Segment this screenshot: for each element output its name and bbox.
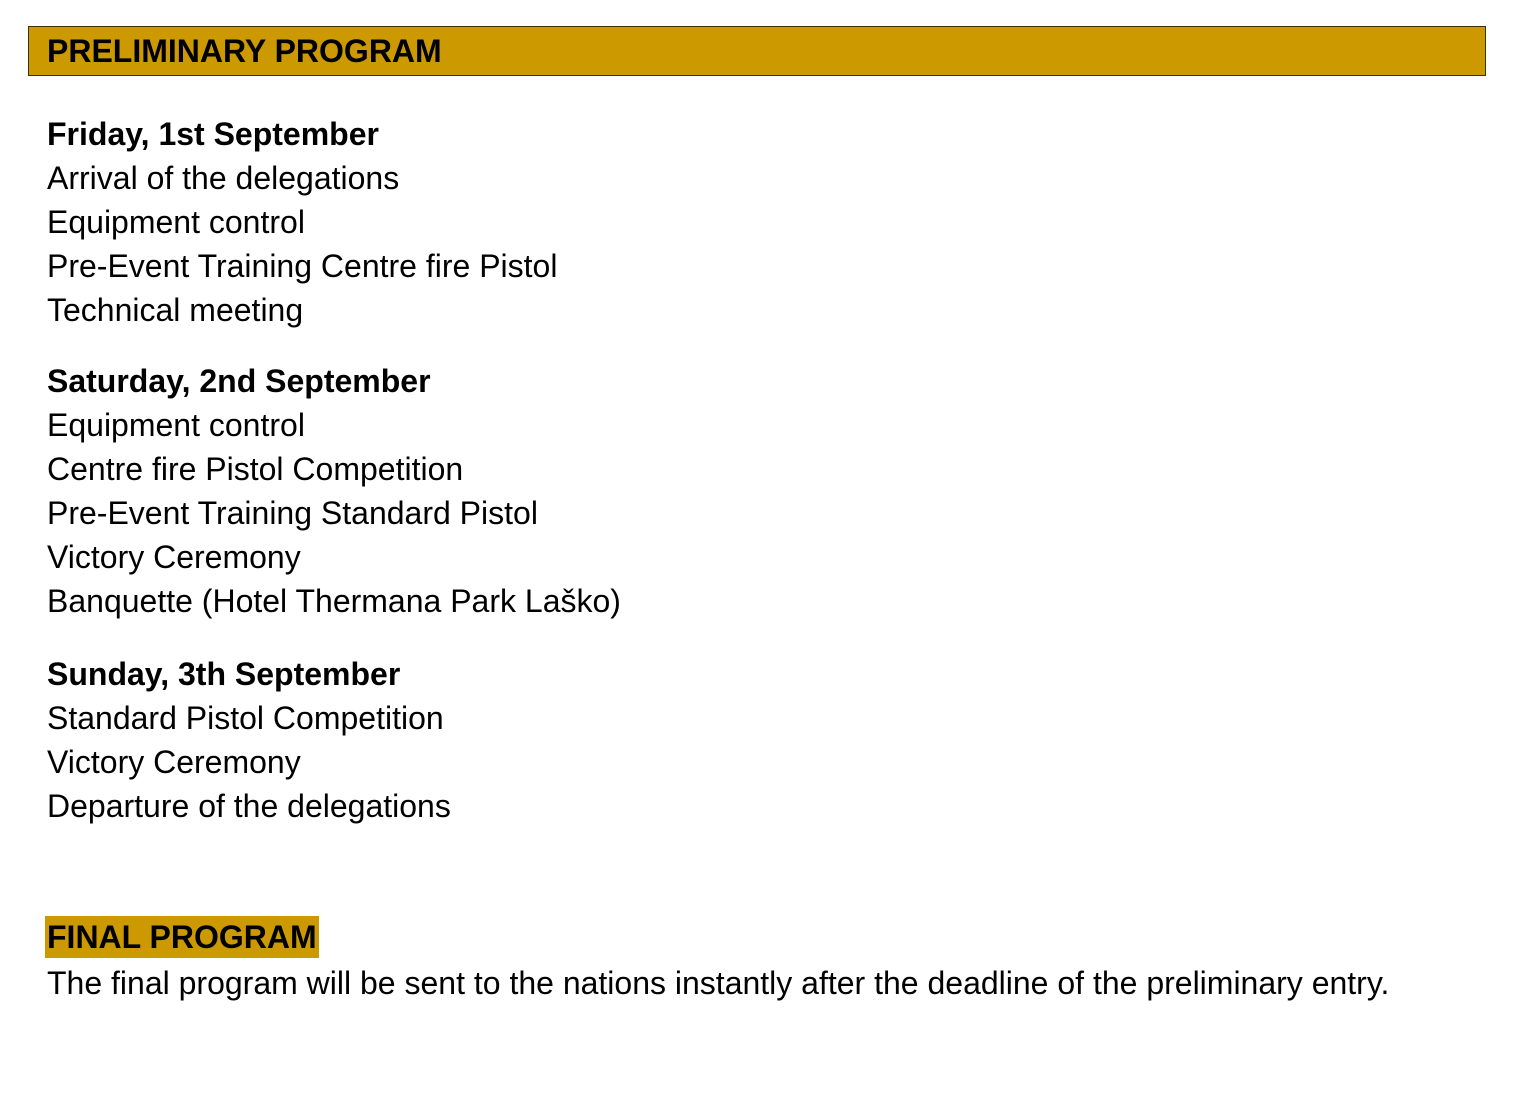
final-program-title: FINAL PROGRAM xyxy=(45,916,319,958)
day-heading: Friday, 1st September xyxy=(47,116,379,152)
final-program-text: The final program will be sent to the nations instantly after the deadline of the preliminary entry. xyxy=(47,965,1390,1001)
day-heading: Sunday, 3th September xyxy=(47,656,401,692)
schedule-item: Centre fire Pistol Competition xyxy=(47,451,464,487)
schedule-item: Arrival of the delegations xyxy=(47,160,400,196)
schedule-item: Banquette (Hotel Thermana Park Laško) xyxy=(47,583,621,619)
schedule-item: Standard Pistol Competition xyxy=(47,700,444,736)
day-heading: Saturday, 2nd September xyxy=(47,363,431,399)
schedule-item: Equipment control xyxy=(47,204,305,240)
schedule-item: Pre-Event Training Standard Pistol xyxy=(47,495,538,531)
day-section-friday xyxy=(47,112,1347,332)
day-section-sunday xyxy=(47,652,1347,828)
preliminary-program-banner xyxy=(28,26,1486,76)
preliminary-program-title: PRELIMINARY PROGRAM xyxy=(47,33,442,69)
schedule-item: Departure of the delegations xyxy=(47,788,451,824)
day-section-saturday xyxy=(47,359,1347,623)
schedule-item: Pre-Event Training Centre fire Pistol xyxy=(47,248,558,284)
schedule-item: Victory Ceremony xyxy=(47,744,301,780)
schedule-item: Equipment control xyxy=(47,407,305,443)
schedule-item: Technical meeting xyxy=(47,292,304,328)
schedule-item: Victory Ceremony xyxy=(47,539,301,575)
